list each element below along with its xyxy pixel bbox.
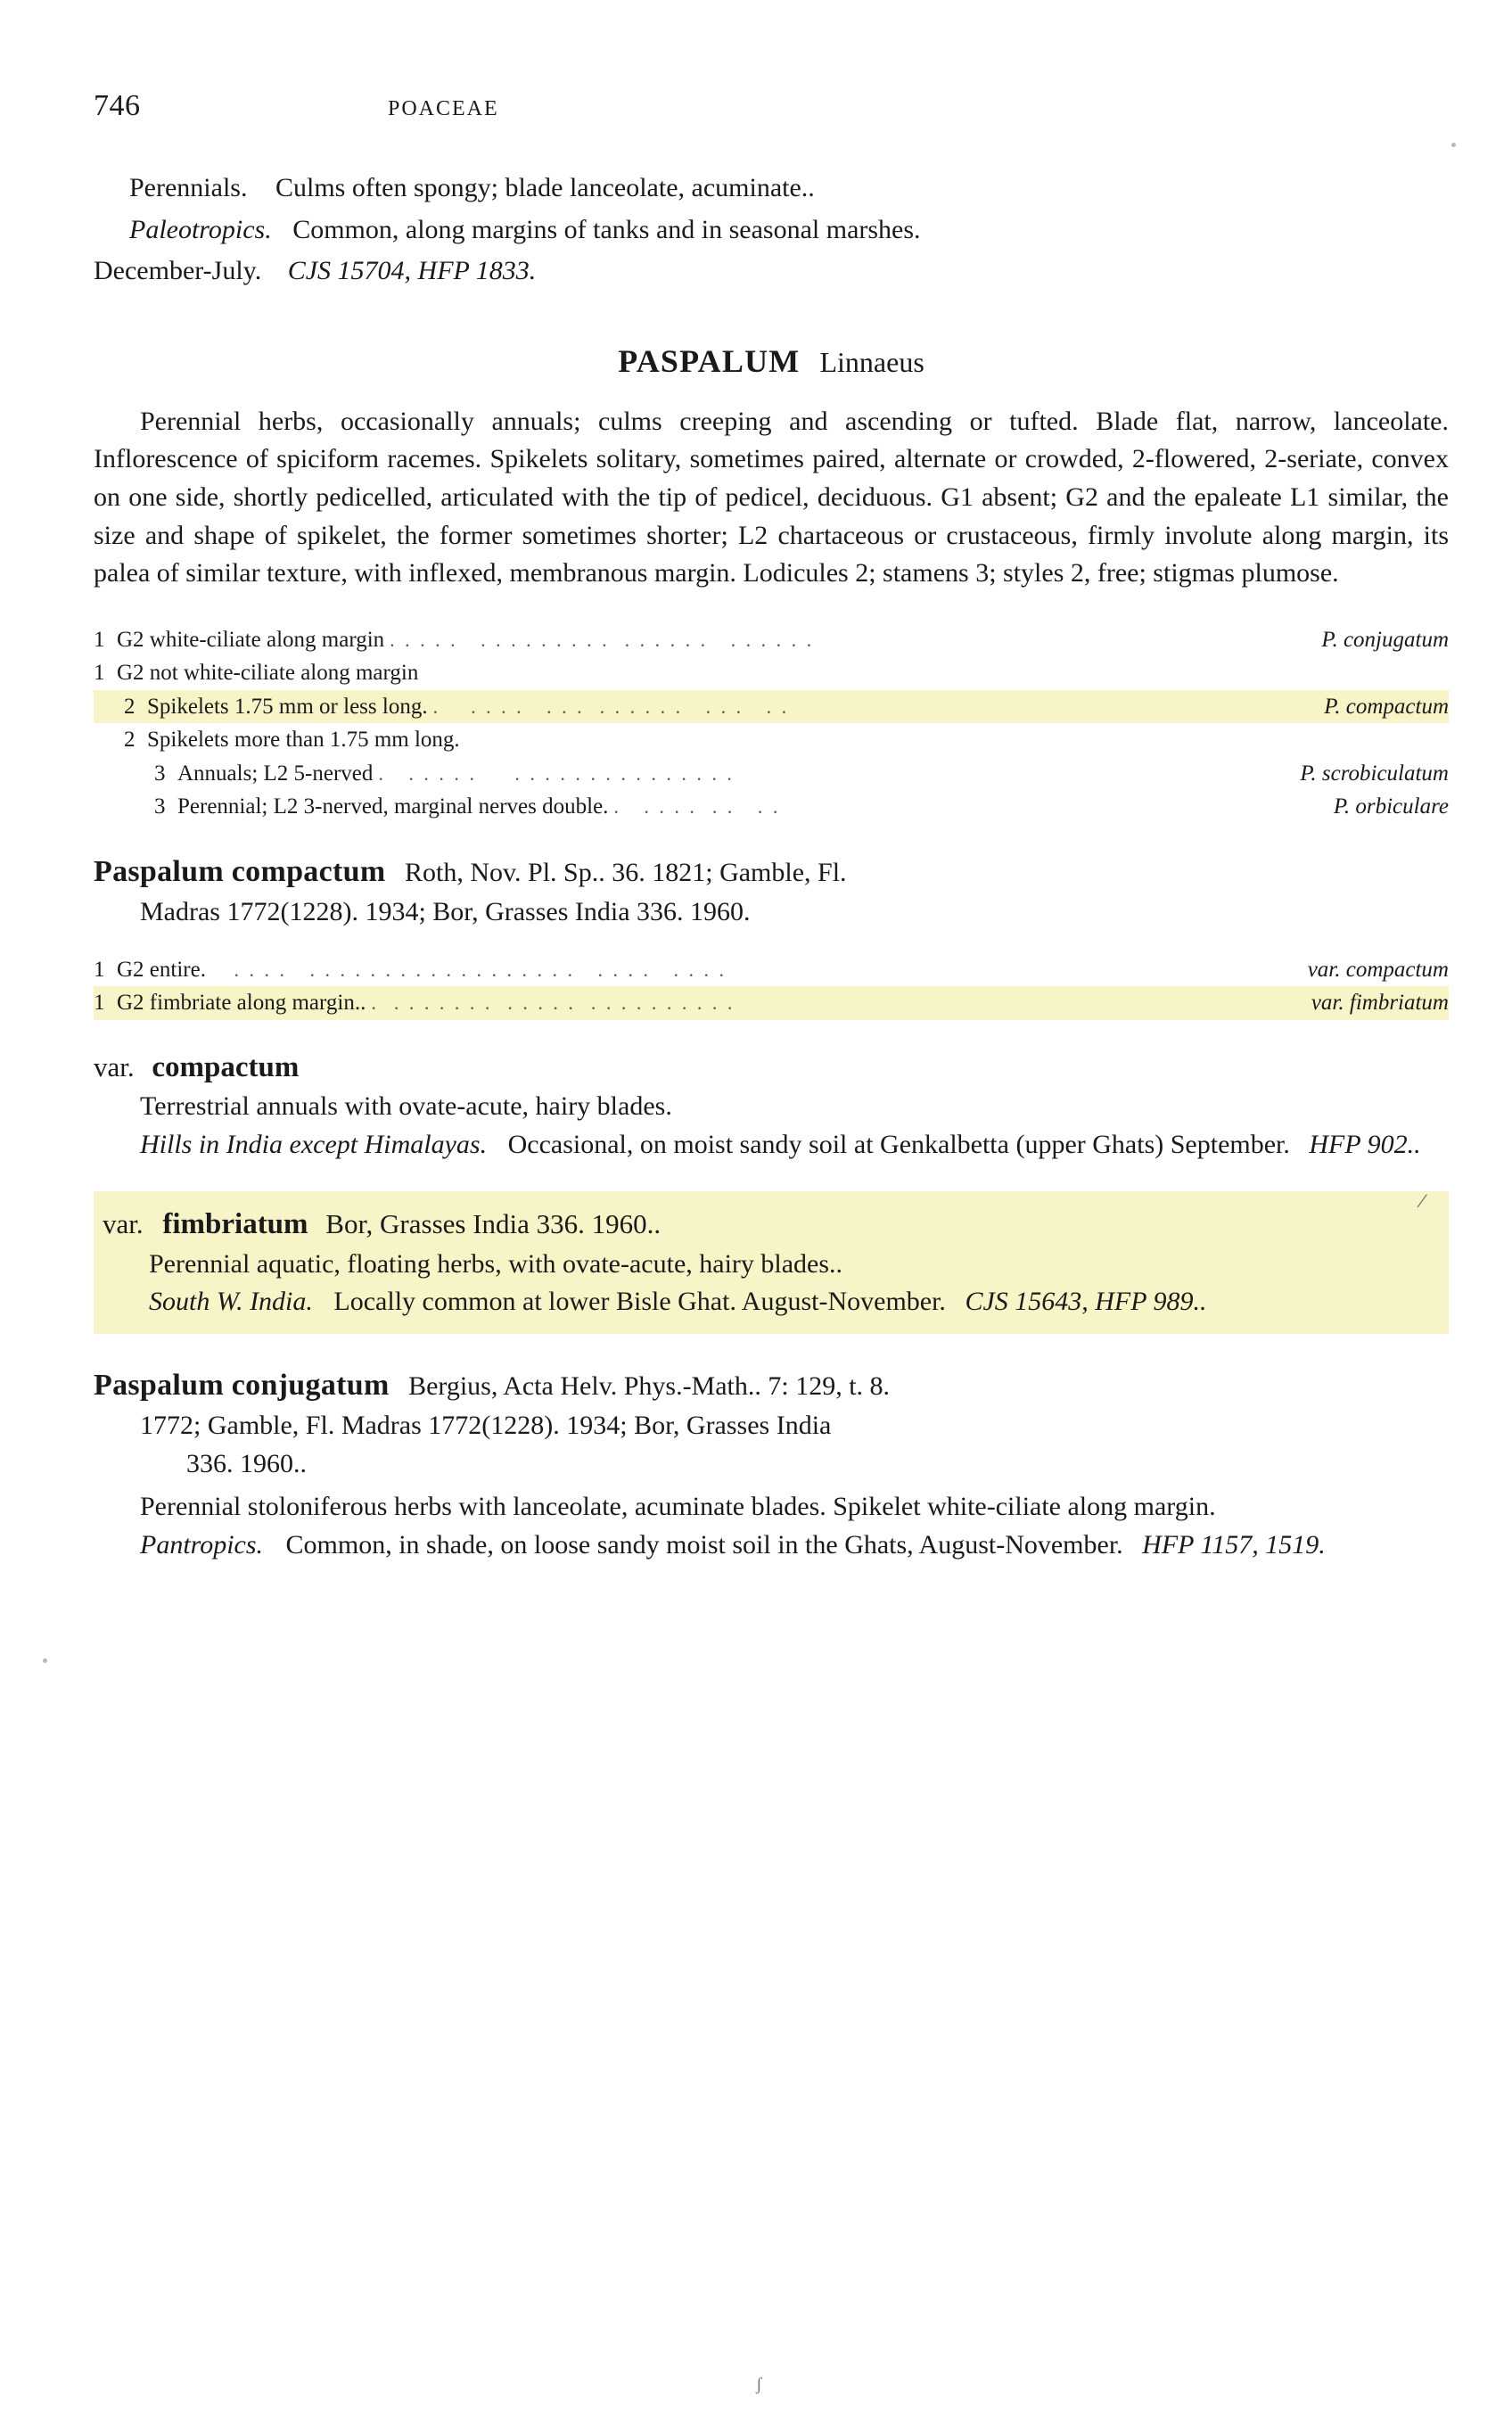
key-row xyxy=(94,623,1449,657)
distribution-region: Pantropics. xyxy=(140,1529,264,1560)
key-row xyxy=(94,953,1449,987)
key-lead: Annuals; L2 5-nerved xyxy=(177,761,374,786)
previous-entry-season: December-July. xyxy=(94,256,262,286)
previous-entry-block xyxy=(94,169,1449,291)
voucher: CJS 15643, HFP 989.. xyxy=(965,1287,1207,1317)
species-citation: Bergius, Acta Helv. Phys.-Math.. 7: 129, t. 8. xyxy=(408,1370,891,1401)
species-compactum-heading xyxy=(94,851,1449,893)
key-dot-leader: . . . . . . . . . . . . . . . . . . . . . . . . . . xyxy=(390,628,815,651)
scan-artifact-dot xyxy=(43,1658,47,1663)
species-citation: Roth, Nov. Pl. Sp.. 36. 1821; Gamble, Fl. xyxy=(404,857,847,887)
key-target: P. conjugatum xyxy=(1321,627,1449,652)
species-citation-cont-2: 336. 1960.. xyxy=(186,1448,307,1478)
species-conjugatum-heading xyxy=(94,1364,1449,1407)
distribution-text: Common, in shade, on loose sandy moist soil in the Ghats, August-November. xyxy=(285,1529,1123,1560)
voucher: HFP 1157, 1519. xyxy=(1142,1529,1326,1560)
distribution-region: Hills in India except Himalayas. xyxy=(140,1130,488,1160)
variety-fimbriatum-heading xyxy=(103,1204,1438,1246)
variety-fimbriatum-distribution xyxy=(103,1283,1438,1321)
key-row xyxy=(94,757,1449,791)
scan-artifact-dot xyxy=(1451,143,1456,147)
key-to-species xyxy=(94,623,1449,824)
key-number: 3 xyxy=(154,761,166,786)
key-row-highlighted xyxy=(94,690,1449,724)
key-number: 3 xyxy=(154,794,166,819)
key-lead: G2 white-ciliate along margin xyxy=(117,627,385,652)
variety-compactum-description: Terrestrial annuals with ovate-acute, hairy blades. xyxy=(140,1091,672,1122)
variety-compactum-block xyxy=(94,1047,1449,1165)
distribution-text: Locally common at lower Bisle Ghat. August-November. xyxy=(333,1287,946,1317)
previous-entry-line-2 xyxy=(94,211,1449,250)
species-conjugatum-block xyxy=(94,1364,1449,1565)
previous-entry-voucher: CJS 15704, HFP 1833. xyxy=(287,256,537,286)
key-number: 2 xyxy=(124,694,136,719)
genus-description: Perennial herbs, occasionally annuals; culms creeping and ascending or tufted. Blade flat, narrow, lanceolate. Inflorescence of spiciform racemes. Spikelets solitary, sometimes paired, alternate or crowded, 2-flowered, 2-seriate, convex on one side, shortly pedicelled, articulated with the tip of pedicel, deciduous. G1 absent; G2 and the epaleate L1 similar, the size and shape of spikelet, the former sometimes shorter; L2 chartaceous or crustaceous, firmly involute along margin, its palea of similar texture, with inflexed, membranous margin. Lodicules 2; stamens 3; styles 2, free; stigmas plumose. xyxy=(94,406,1449,588)
species-name: Paspalum compactum xyxy=(94,854,386,888)
key-number: 1 xyxy=(94,991,105,1016)
distribution-region: South W. India. xyxy=(149,1287,313,1317)
key-lead: G2 fimbriate along margin.. xyxy=(117,991,366,1016)
variety-compactum-distribution xyxy=(94,1126,1449,1165)
key-lead: G2 not white-ciliate along margin xyxy=(117,661,419,686)
species-conjugatum-distribution xyxy=(94,1527,1449,1565)
page-header xyxy=(94,89,1449,125)
key-target: P. orbiculare xyxy=(1333,794,1449,819)
species-conjugatum-description: Perennial stoloniferous herbs with lanceolate, acuminate blades. Spikelet white-ciliate along margin. xyxy=(140,1492,1216,1522)
previous-entry-line-1 xyxy=(94,169,1449,208)
key-target: P. scrobiculatum xyxy=(1300,761,1449,786)
previous-entry-habitat: Common, along margins of tanks and in seasonal marshes. xyxy=(292,214,921,244)
margin-tick-mark: ⁄ xyxy=(1420,1189,1424,1212)
variety-name: fimbriatum xyxy=(162,1207,308,1240)
key-number: 1 xyxy=(94,957,105,982)
previous-entry-lead: Perennials. xyxy=(129,173,248,202)
key-row xyxy=(94,723,1449,757)
variety-fimbriatum-block xyxy=(94,1191,1449,1334)
variety-citation: Bor, Grasses India 336. 1960.. xyxy=(325,1207,662,1239)
species-citation-cont-1: 1772; Gamble, Fl. Madras 1772(1228). 1934; Bor, Grasses India xyxy=(140,1410,832,1440)
key-number: 1 xyxy=(94,627,105,652)
key-target: var. compactum xyxy=(1307,957,1449,982)
variety-label: var. xyxy=(94,1050,135,1082)
key-dot-leader: . . . . . . . . . . . . . . . . . . . . . xyxy=(378,761,735,785)
page-content xyxy=(94,89,1449,1573)
variety-label: var. xyxy=(103,1207,144,1239)
species-compactum-block xyxy=(94,851,1449,932)
key-dot-leader: . . . . . . . . . xyxy=(613,795,781,819)
page-bottom-mark: ʃ xyxy=(756,2374,762,2394)
key-lead: Spikelets 1.75 mm or less long. xyxy=(147,694,428,719)
variety-compactum-heading xyxy=(94,1047,1449,1089)
genus-heading xyxy=(94,342,1449,380)
key-row xyxy=(94,790,1449,824)
species-citation-cont: Madras 1772(1228). 1934; Bor, Grasses India 336. 1960. xyxy=(140,897,751,927)
species-name: Paspalum conjugatum xyxy=(94,1368,390,1402)
key-number: 2 xyxy=(124,728,136,753)
key-row xyxy=(94,656,1449,690)
voucher: HFP 902.. xyxy=(1309,1130,1421,1160)
key-row-highlighted xyxy=(94,986,1449,1020)
previous-entry-distribution: Paleotropics. xyxy=(129,214,272,244)
previous-entry-text: Culms often spongy; blade lanceolate, acuminate.. xyxy=(275,173,815,202)
key-target: var. fimbriatum xyxy=(1311,991,1449,1016)
previous-entry-line-3 xyxy=(94,252,1449,291)
variety-fimbriatum-description: Perennial aquatic, floating herbs, with ovate-acute, hairy blades.. xyxy=(149,1248,843,1279)
key-lead: Perennial; L2 3-nerved, marginal nerves double. xyxy=(177,794,609,819)
variety-name: compactum xyxy=(152,1050,300,1083)
distribution-text: Occasional, on moist sandy soil at Genkalbetta (upper Ghats) September. xyxy=(507,1130,1290,1160)
key-dot-leader: . . . . . . . . . . . . . . . . . . . . . . . xyxy=(371,992,735,1015)
genus-author: Linnaeus xyxy=(819,345,924,378)
key-lead: Spikelets more than 1.75 mm long. xyxy=(147,728,460,753)
key-target: P. compactum xyxy=(1324,694,1449,719)
genus-name: PASPALUM xyxy=(618,342,801,379)
page-number: 746 xyxy=(94,89,141,122)
key-to-varieties xyxy=(94,953,1449,1020)
running-head: POACEAE xyxy=(388,97,499,120)
key-number: 1 xyxy=(94,661,105,686)
key-dot-leader: . . . . . . . . . . . . . . . . . . . . . . . . . . . . . . xyxy=(210,958,727,981)
key-dot-leader: . . . . . . . . . . . . . . . . . . . xyxy=(432,695,790,718)
key-lead: G2 entire. xyxy=(117,957,206,982)
genus-description-block xyxy=(94,403,1449,593)
